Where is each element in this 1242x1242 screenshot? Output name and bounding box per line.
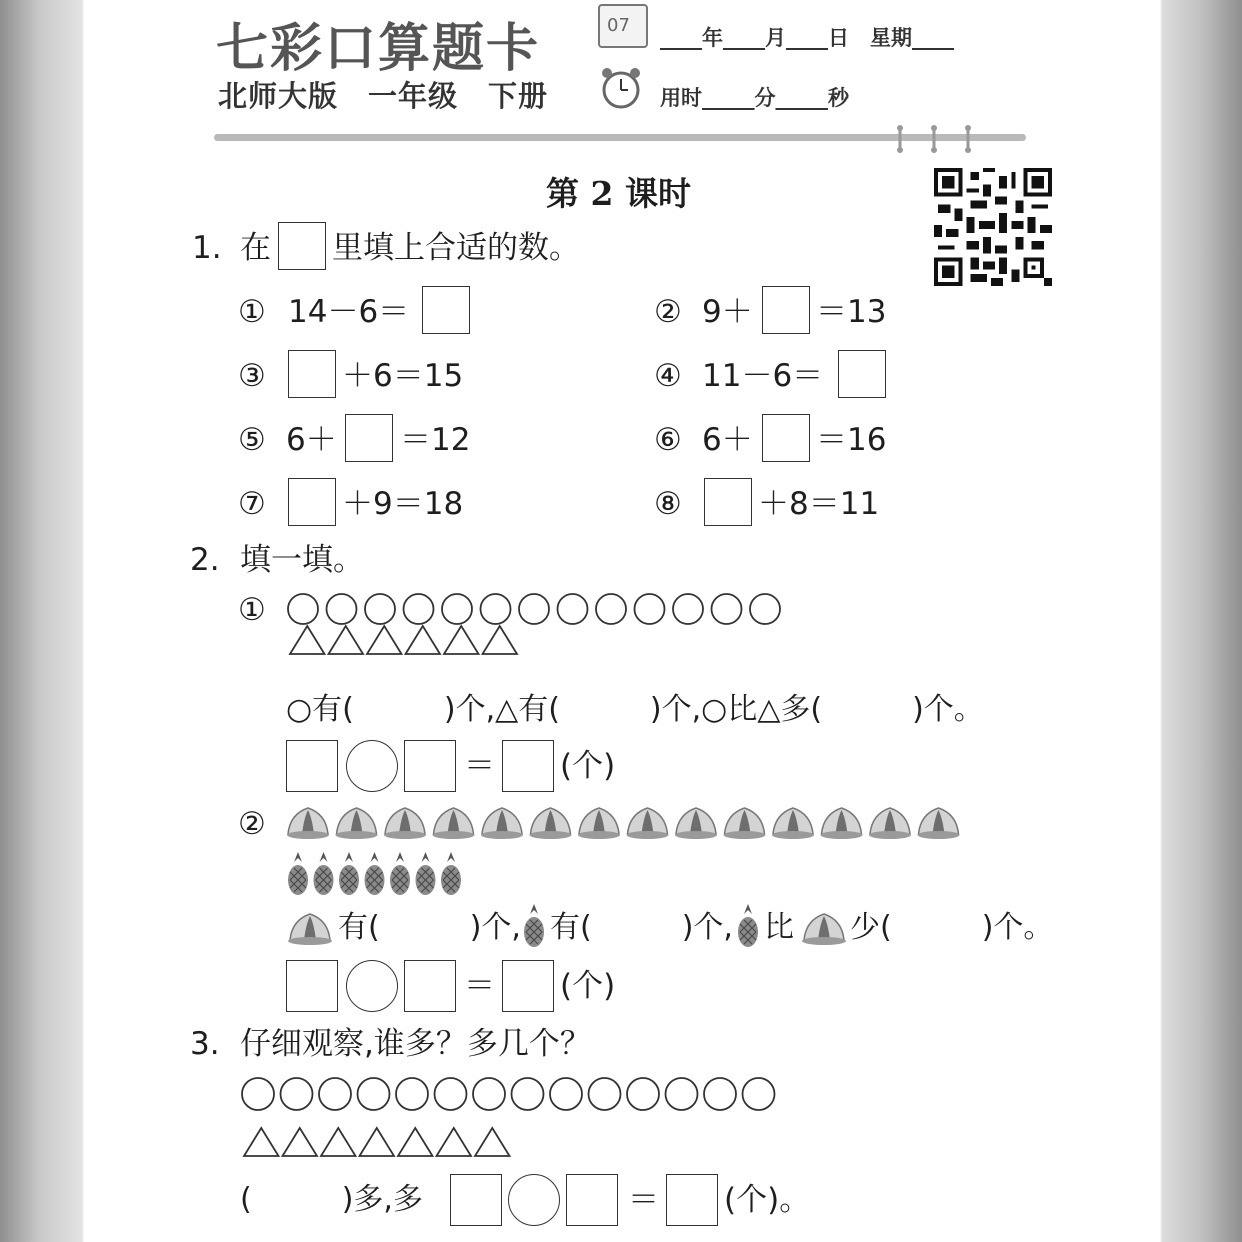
q1-item-left: 9＋ — [702, 294, 753, 330]
circle-shape — [519, 594, 549, 624]
q3-answer-text: ( )多,多 — [240, 1182, 423, 1217]
triangle-shape — [444, 626, 479, 654]
bell-picture — [821, 808, 863, 839]
triangle-shape — [406, 626, 441, 654]
q1-prompt-box — [278, 222, 326, 270]
circle-shape — [473, 1078, 505, 1110]
bell-picture — [287, 808, 329, 839]
q1-prompt-after: 里填上合适的数。 — [332, 230, 580, 266]
q1-item-right: ＋8＝11 — [758, 486, 880, 522]
bell-picture — [336, 808, 378, 839]
time-used-line: 用时_____分_____秒 — [660, 86, 849, 110]
q3-triangle-row — [240, 1126, 514, 1160]
calendar-day: 07 — [607, 15, 630, 36]
pineapple-picture — [314, 852, 334, 895]
answer-box[interactable] — [762, 286, 810, 334]
calendar-icon — [598, 4, 648, 48]
circle-shape — [396, 1078, 428, 1110]
q2-number: 2. — [190, 542, 220, 578]
triangle-shape — [398, 1128, 433, 1156]
circle-shape — [281, 1078, 313, 1110]
q1-item-right: ＋6＝15 — [342, 358, 464, 394]
q1-item-left: 6＋ — [286, 422, 337, 458]
lesson-title: 第 2 课时 — [546, 174, 691, 213]
q2-triangle-row — [286, 624, 521, 658]
pineapple-picture — [288, 852, 308, 895]
circle-shape — [596, 594, 626, 624]
unit-label: (个)。 — [724, 1182, 811, 1218]
equation-box[interactable] — [286, 960, 338, 1012]
answer-box[interactable] — [704, 478, 752, 526]
circle-shape — [242, 1078, 274, 1110]
unit-label: (个) — [560, 968, 616, 1004]
answer-box[interactable] — [422, 286, 470, 334]
bell-icon — [800, 906, 848, 950]
triangle-shape — [367, 626, 402, 654]
equation-box[interactable] — [450, 1174, 502, 1226]
operator-circle[interactable] — [508, 1174, 560, 1226]
pineapple-picture — [365, 852, 385, 895]
equation-box[interactable] — [566, 1174, 618, 1226]
answer-box[interactable] — [288, 350, 336, 398]
operator-circle[interactable] — [346, 960, 398, 1012]
equals-sign: ＝ — [628, 1182, 659, 1218]
operator-circle[interactable] — [346, 740, 398, 792]
pineapple-picture — [416, 852, 436, 895]
circle-shape — [512, 1078, 544, 1110]
circle-shape — [589, 1078, 621, 1110]
circle-shape — [358, 1078, 390, 1110]
bell-picture — [675, 808, 717, 839]
pineapple-picture — [339, 852, 359, 895]
circle-shape — [673, 594, 703, 624]
circle-shape — [712, 594, 742, 624]
answer-box[interactable] — [345, 414, 393, 462]
circle-shape — [365, 594, 395, 624]
circle-shape — [404, 594, 434, 624]
q1-item-mark: ⑤ — [238, 422, 266, 458]
divider-stitches — [894, 124, 980, 158]
q1-item-left: 11－6＝ — [702, 358, 824, 394]
q3-number: 3. — [190, 1026, 220, 1062]
bell-picture — [433, 808, 475, 839]
equals-sign: ＝ — [464, 748, 495, 784]
circle-shape — [288, 594, 318, 624]
circle-shape — [481, 594, 511, 624]
alarm-clock-icon — [598, 66, 644, 114]
circle-shape — [442, 594, 472, 624]
q2-part2-text-a: 有( )个, — [338, 910, 521, 945]
q2-part2-text-c: 比 — [764, 910, 794, 945]
triangle-shape — [290, 626, 325, 654]
answer-box[interactable] — [762, 414, 810, 462]
bell-picture — [578, 808, 620, 839]
q1-item-mark: ⑥ — [654, 422, 682, 458]
qr-code[interactable] — [934, 168, 1052, 286]
answer-box[interactable] — [838, 350, 886, 398]
q1-item-left: 14－6＝ — [288, 294, 410, 330]
q1-item-mark: ① — [238, 294, 266, 330]
q2-part2-text-d: 少( )个。 — [850, 910, 1054, 945]
q1-item-right: ＝13 — [816, 294, 887, 330]
pineapple-icon — [522, 904, 546, 952]
q1-item-right: ＋9＝18 — [342, 486, 464, 522]
equation-box[interactable] — [404, 960, 456, 1012]
answer-box[interactable] — [288, 478, 336, 526]
q2-prompt: 填一填。 — [240, 542, 364, 578]
pineapple-row — [286, 852, 475, 900]
equation-box[interactable] — [286, 740, 338, 792]
circle-shape — [635, 594, 665, 624]
pineapple-picture — [441, 852, 461, 895]
circle-shape — [627, 1078, 659, 1110]
q1-item-mark: ④ — [654, 358, 682, 394]
triangle-shape — [437, 1128, 472, 1156]
bell-picture — [869, 808, 911, 839]
circle-shape — [435, 1078, 467, 1110]
q1-item-mark: ⑦ — [238, 486, 266, 522]
unit-label: (个) — [560, 748, 616, 784]
circle-shape — [558, 594, 588, 624]
pineapple-picture — [390, 852, 410, 895]
triangle-shape — [244, 1128, 279, 1156]
bell-picture — [724, 808, 766, 839]
circle-shape — [750, 594, 780, 624]
q1-item-mark: ② — [654, 294, 682, 330]
triangle-shape — [321, 1128, 356, 1156]
triangle-shape — [483, 626, 518, 654]
circle-shape — [743, 1078, 775, 1110]
q1-item-left: 6＋ — [702, 422, 753, 458]
bell-picture — [918, 808, 960, 839]
pineapple-icon — [736, 904, 760, 952]
triangle-shape — [360, 1128, 395, 1156]
q1-item-right: ＝12 — [400, 422, 471, 458]
bell-picture — [481, 808, 523, 839]
triangle-shape — [329, 626, 364, 654]
circle-shape — [550, 1078, 582, 1110]
q1-item-right: ＝16 — [816, 422, 887, 458]
q3-prompt: 仔细观察,谁多？多几个？ — [240, 1026, 591, 1062]
q2-part1-sentence: ○有( )个,△有( )个,○比△多( )个。 — [286, 692, 984, 727]
date-line: ____年____月____日 星期____ — [660, 26, 954, 50]
triangle-shape — [475, 1128, 510, 1156]
bell-picture — [384, 808, 426, 839]
bell-row — [286, 800, 985, 846]
q2-part2-text-b: 有( )个, — [550, 910, 733, 945]
circle-shape — [666, 1078, 698, 1110]
circle-shape — [319, 1078, 351, 1110]
brand-title: 七彩口算题卡 — [216, 18, 541, 79]
circle-shape — [704, 1078, 736, 1110]
equation-box[interactable] — [666, 1174, 718, 1226]
equals-sign: ＝ — [464, 968, 495, 1004]
bell-icon — [286, 906, 334, 950]
q1-item-mark: ③ — [238, 358, 266, 394]
q3-circle-row — [240, 1076, 783, 1110]
bell-picture — [772, 808, 814, 839]
q2-circle-row — [286, 592, 791, 626]
q2-part2-mark: ② — [238, 806, 266, 842]
equation-box[interactable] — [502, 960, 554, 1012]
bell-picture — [530, 808, 572, 839]
equation-box[interactable] — [404, 740, 456, 792]
edition-line: 北师大版 一年级 下册 — [218, 79, 549, 113]
circle-shape — [327, 594, 357, 624]
bell-picture — [627, 808, 669, 839]
q1-prompt-before: 在 — [240, 230, 271, 266]
triangle-shape — [283, 1128, 318, 1156]
q1-item-mark: ⑧ — [654, 486, 682, 522]
equation-box[interactable] — [502, 740, 554, 792]
q2-part1-mark: ① — [238, 592, 266, 628]
q1-number: 1. — [192, 230, 222, 266]
